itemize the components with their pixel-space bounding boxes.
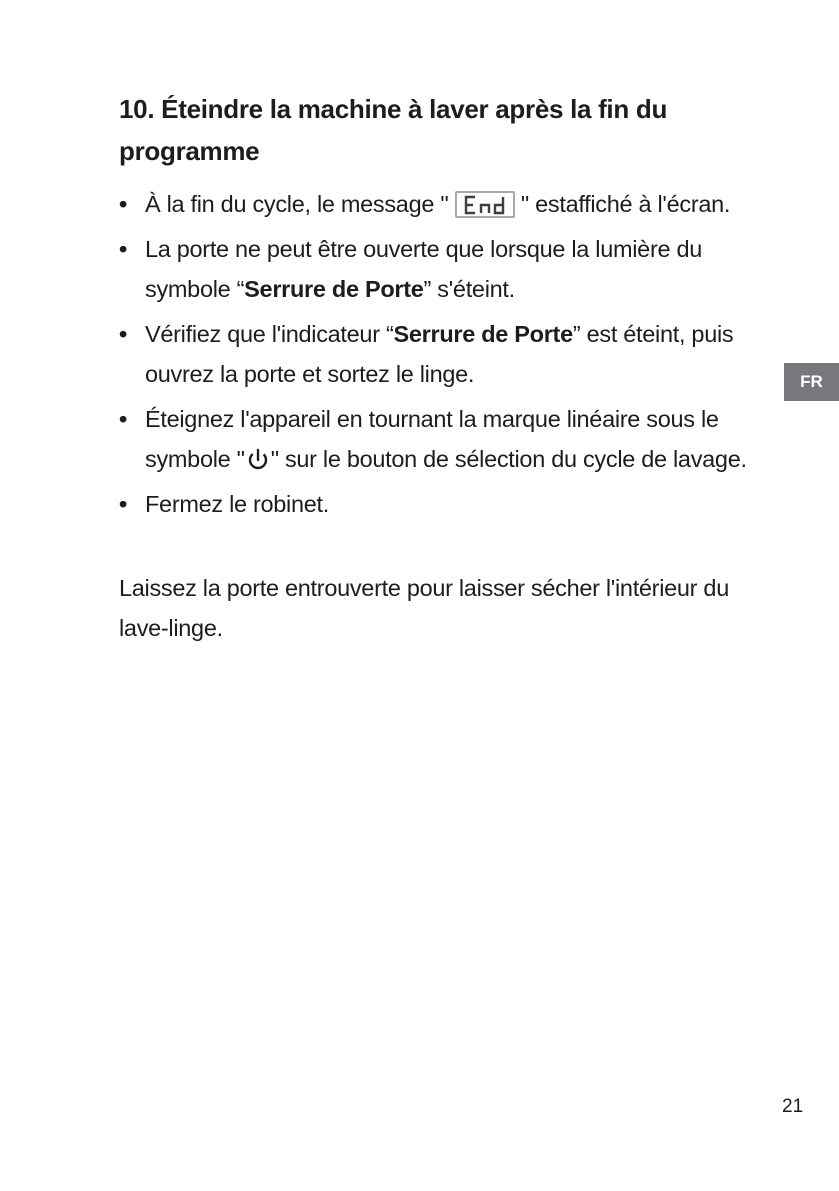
bullet-text-plain: Fermez le robinet. [145,491,329,517]
bullet-text [145,184,771,224]
list-item [119,229,771,309]
bullet-text-pre: Vérifiez que l'indicateur “ [145,321,394,347]
list-item [119,399,771,479]
bullet-text [145,399,771,479]
bullet-text-bold: Serrure de Porte [393,321,573,347]
bullet-text [145,484,771,524]
bullet-text [145,229,771,309]
closing-paragraph: Laissez la porte entrouverte pour laisser sécher l'intérieur du lave-linge. [119,575,729,641]
list-item [119,184,771,224]
list-item [119,484,771,524]
bullet-marker: • [119,236,127,262]
bullet-text-post: " sur le bouton de sélection du cycle de lavage. [270,446,747,472]
page-number: 21 [782,1096,804,1117]
section-heading: 10. Éteindre la machine à laver après la fin du programme [119,94,668,166]
bullet-text-post: " estaffiché à l'écran. [514,191,731,217]
instruction-list [119,184,771,524]
language-tab: FR [784,363,839,401]
bullet-marker: • [119,491,127,517]
bullet-text-pre: Éteignez l'appareil en tournant la marque linéaire sous le symbole " [145,406,719,472]
end-display [455,191,515,218]
bullet-marker: • [119,191,127,217]
bullet-marker: • [119,321,127,347]
bullet-marker: • [119,406,127,432]
bullet-text-bold: Serrure de Porte [244,276,424,302]
power-icon [247,447,269,471]
bullet-text [145,314,771,394]
bullet-text-post: ” s'éteint. [423,276,515,302]
bullet-text-post: ” est éteint, puis ouvrez la porte et sortez le linge. [145,321,734,387]
bullet-text-pre: À la fin du cycle, le message " [145,191,455,217]
bullet-text-pre: La porte ne peut être ouverte que lorsque la lumière du symbole “ [145,236,703,302]
list-item [119,314,771,394]
page-content [119,88,771,648]
